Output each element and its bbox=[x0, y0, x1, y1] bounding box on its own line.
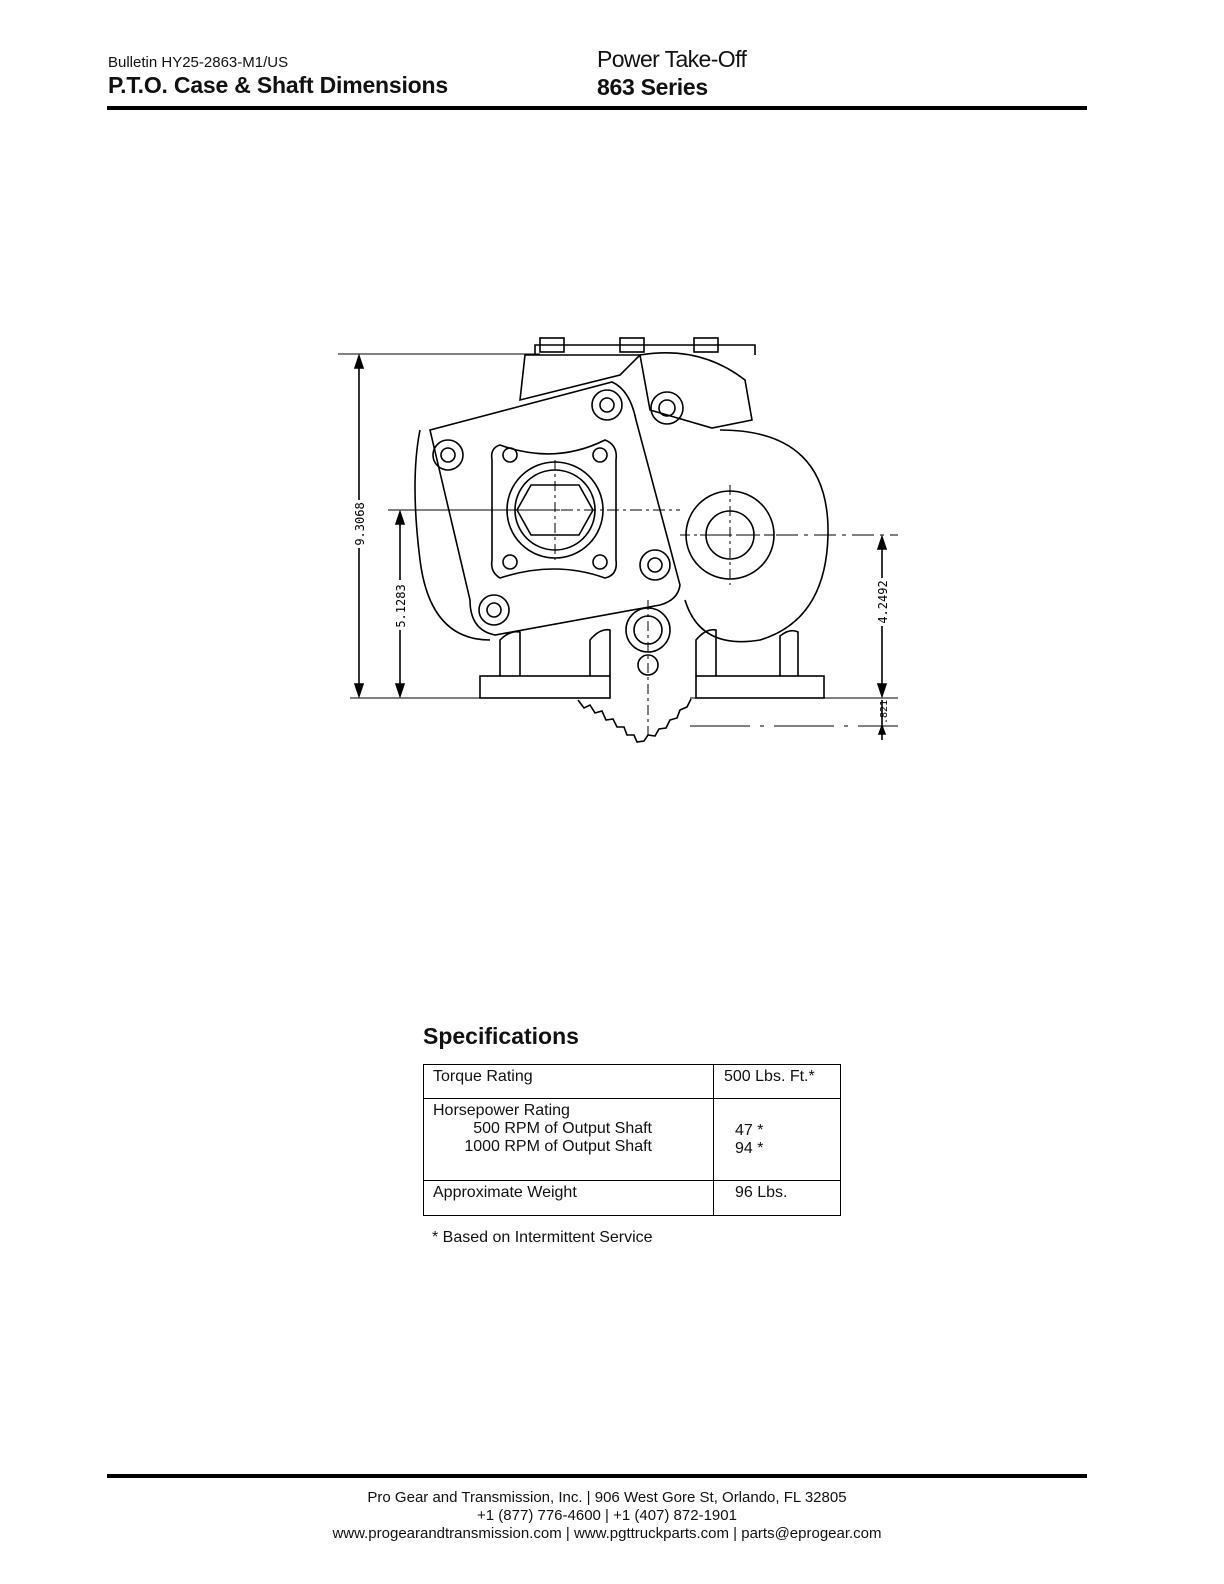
table-row bbox=[424, 1065, 841, 1099]
hp-1000-value: 94 * bbox=[735, 1140, 764, 1157]
hp-500-label: 500 RPM of Output Shaft bbox=[473, 1120, 652, 1137]
dim-right-shaft-height: 4.2492 bbox=[876, 580, 890, 624]
dim-overall-height: 9.3068 bbox=[353, 502, 367, 546]
pto-dimension-drawing bbox=[330, 330, 910, 750]
product-series: 863 Series bbox=[597, 74, 708, 100]
footer-web: www.progearandtransmission.com | www.pgttruckparts.com | parts@eprogear.com bbox=[332, 1525, 882, 1542]
bulletin-number: Bulletin HY25-2863-M1/US bbox=[108, 54, 289, 71]
footer-phone: +1 (877) 776-4600 | +1 (407) 872-1901 bbox=[477, 1507, 737, 1524]
horsepower-values bbox=[714, 1099, 841, 1181]
horsepower-label: Horsepower Rating bbox=[433, 1102, 570, 1119]
dim-left-shaft-height: 5.1283 bbox=[394, 584, 408, 628]
hp-1000-label: 1000 RPM of Output Shaft bbox=[464, 1138, 652, 1155]
weight-label: Approximate Weight bbox=[424, 1181, 714, 1216]
table-row bbox=[424, 1099, 841, 1181]
header-rule bbox=[107, 106, 1087, 110]
product-name: Power Take-Off bbox=[597, 46, 747, 72]
spacer bbox=[735, 1102, 831, 1122]
footer-rule bbox=[107, 1474, 1087, 1478]
page-title: P.T.O. Case & Shaft Dimensions bbox=[108, 72, 448, 98]
footer-address: Pro Gear and Transmission, Inc. | 906 West Gore St, Orlando, FL 32805 bbox=[367, 1489, 847, 1506]
torque-label: Torque Rating bbox=[424, 1065, 714, 1099]
dim-gear-offset: .821 bbox=[879, 699, 890, 725]
torque-value: 500 Lbs. Ft.* bbox=[714, 1065, 841, 1099]
spec-footnote: * Based on Intermittent Service bbox=[432, 1229, 653, 1246]
hp-500-value: 47 * bbox=[735, 1122, 764, 1139]
horsepower-cell bbox=[424, 1099, 714, 1181]
table-row bbox=[424, 1181, 841, 1216]
specifications-table bbox=[423, 1064, 841, 1216]
weight-value: 96 Lbs. bbox=[714, 1181, 841, 1216]
specifications-heading: Specifications bbox=[423, 1023, 579, 1049]
